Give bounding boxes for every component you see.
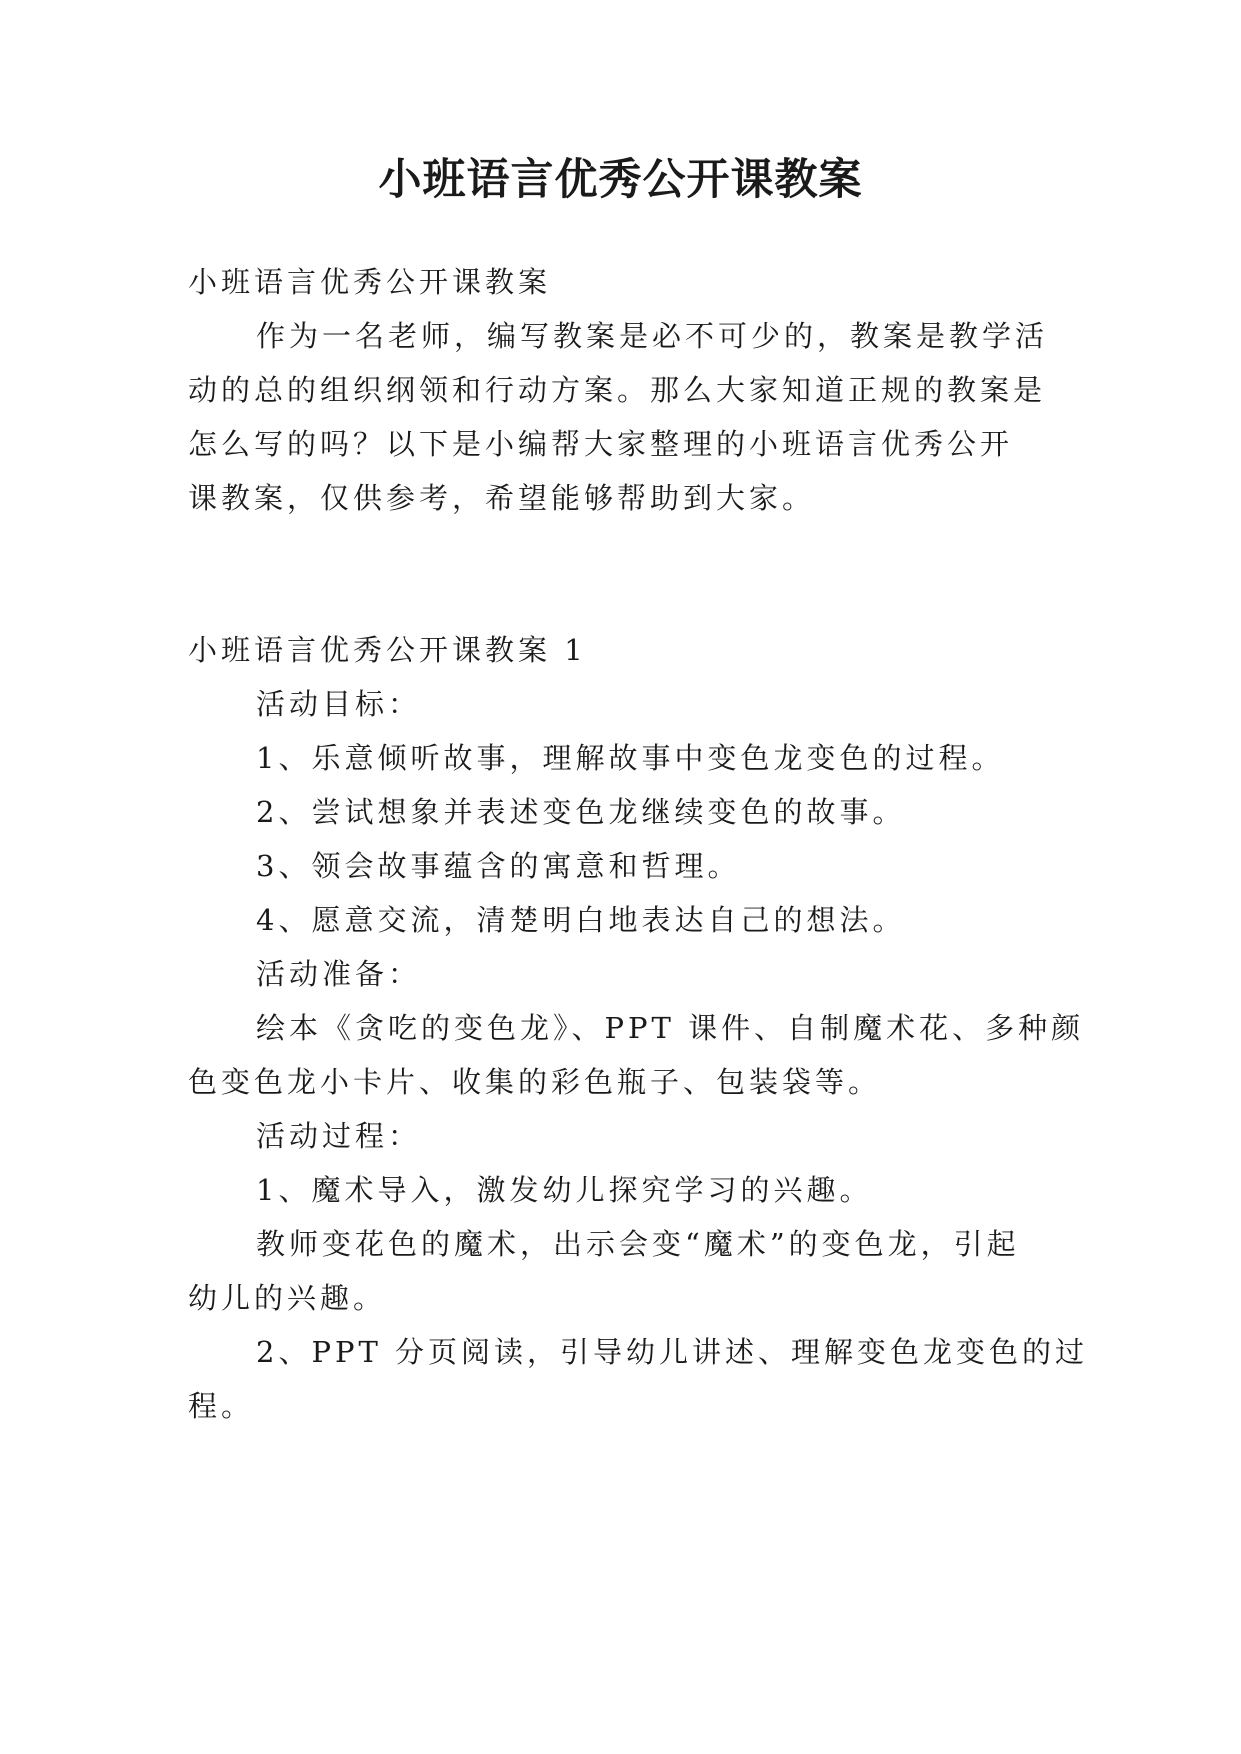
process-step: 2、PPT 分页阅读，引导幼儿讲述、理解变色龙变色的过: [256, 1335, 1089, 1369]
section-heading: 小班语言优秀公开课教案 1: [188, 633, 587, 667]
goal-item: 3、领会故事蕴含的寓意和哲理。: [256, 849, 741, 883]
subheading-goals: 活动目标：: [256, 687, 422, 721]
document-title: 小班语言优秀公开课教案: [378, 155, 863, 205]
goal-item: 2、尝试想象并表述变色龙继续变色的故事。: [256, 795, 906, 829]
preparation-paragraph-line: 绘本《贪吃的变色龙》、PPT 课件、自制魔术花、多种颜: [256, 1011, 1085, 1045]
intro-paragraph-line: 动的总的组织纲领和行动方案。那么大家知道正规的教案是: [188, 373, 1047, 407]
subheading-process: 活动过程：: [256, 1119, 422, 1153]
process-paragraph-line: 幼儿的兴趣。: [188, 1281, 387, 1315]
intro-paragraph-line: 怎么写的吗？以下是小编帮大家整理的小班语言优秀公开: [188, 427, 1014, 461]
preparation-paragraph-line: 色变色龙小卡片、收集的彩色瓶子、包装袋等。: [188, 1065, 882, 1099]
intro-heading: 小班语言优秀公开课教案: [188, 265, 552, 299]
process-paragraph-line: 程。: [188, 1389, 255, 1423]
goal-item: 4、愿意交流，清楚明白地表达自己的想法。: [256, 903, 906, 937]
goal-item: 1、乐意倾听故事，理解故事中变色龙变色的过程。: [256, 741, 1005, 775]
intro-paragraph-line: 课教案，仅供参考，希望能够帮助到大家。: [188, 481, 816, 515]
process-step: 1、魔术导入，激发幼儿探究学习的兴趣。: [256, 1173, 873, 1207]
intro-paragraph-line: 作为一名老师，编写教案是必不可少的，教案是教学活: [256, 319, 1049, 353]
subheading-preparation: 活动准备：: [256, 957, 422, 991]
process-paragraph-line: 教师变花色的魔术，出示会变“魔术”的变色龙，引起: [256, 1227, 1020, 1261]
